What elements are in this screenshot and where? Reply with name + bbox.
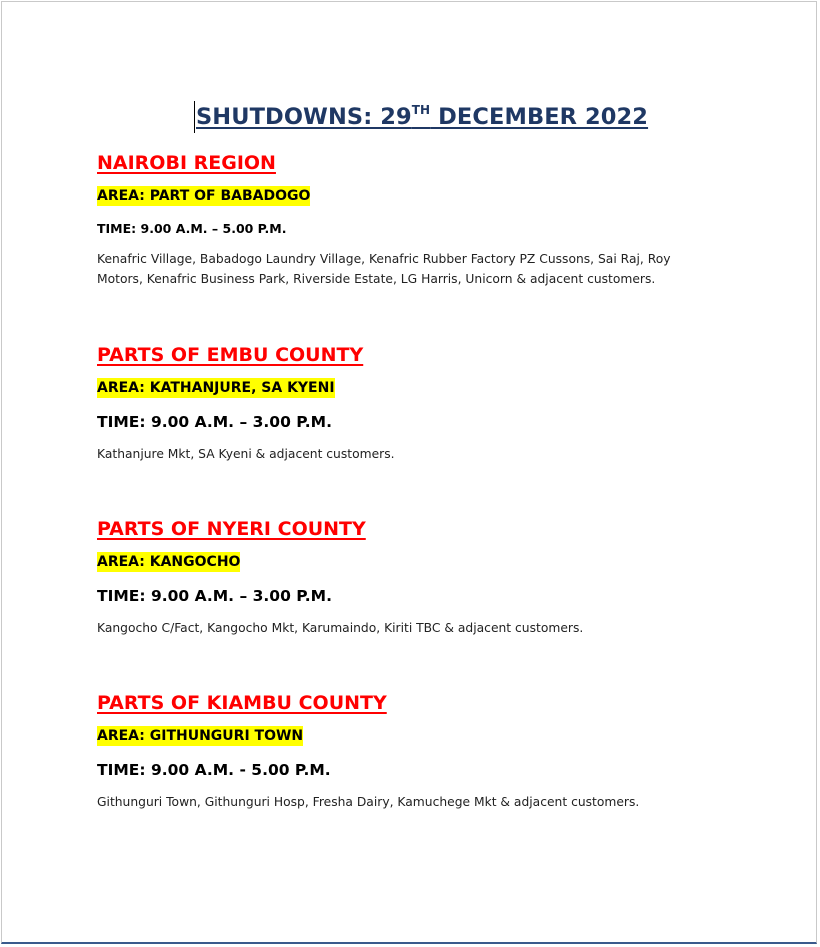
affected-customers: Kenafric Village, Babadogo Laundry Village, Kenafric Rubber Factory PZ Cussons, Sai Raj, Roy Motors, Kenafric Business Park, Riverside Estate, LG Harris, Unicorn & adjacent customers.: [97, 252, 671, 286]
affected-customers: Kathanjure Mkt, SA Kyeni & adjacent customers.: [97, 447, 395, 461]
area-label: AREA: GITHUNGURI TOWN: [97, 728, 304, 744]
time-label: TIME: 9.00 A.M. – 5.00 P.M.: [97, 221, 287, 236]
region-heading: PARTS OF KIAMBU COUNTY: [97, 692, 387, 714]
time-label: TIME: 9.00 A.M. – 3.00 P.M.: [97, 587, 332, 605]
page-title: [194, 101, 648, 133]
region-heading: PARTS OF EMBU COUNTY: [97, 344, 364, 366]
time-label: TIME: 9.00 A.M. – 3.00 P.M.: [97, 413, 332, 431]
section-kiambu: [97, 690, 737, 813]
area-label: AREA: PART OF BABADOGO: [97, 188, 311, 204]
title-main: SHUTDOWNS: 29: [196, 104, 412, 130]
title-rest: DECEMBER 2022: [430, 104, 649, 130]
section-nairobi: [97, 150, 737, 289]
area-label: AREA: KATHANJURE, SA KYENI: [97, 380, 335, 396]
title-superscript: TH: [411, 103, 431, 117]
affected-customers: Kangocho C/Fact, Kangocho Mkt, Karumaindo, Kiriti TBC & adjacent customers.: [97, 621, 584, 635]
affected-customers: Githunguri Town, Githunguri Hosp, Fresha Dairy, Kamuchege Mkt & adjacent customers.: [97, 795, 640, 809]
region-heading: NAIROBI REGION: [97, 152, 276, 174]
section-nyeri: [97, 516, 737, 639]
region-heading: PARTS OF NYERI COUNTY: [97, 518, 366, 540]
area-label: AREA: KANGOCHO: [97, 554, 241, 570]
title-text: [196, 104, 648, 130]
section-embu: [97, 342, 737, 465]
time-label: TIME: 9.00 A.M. - 5.00 P.M.: [97, 761, 331, 779]
